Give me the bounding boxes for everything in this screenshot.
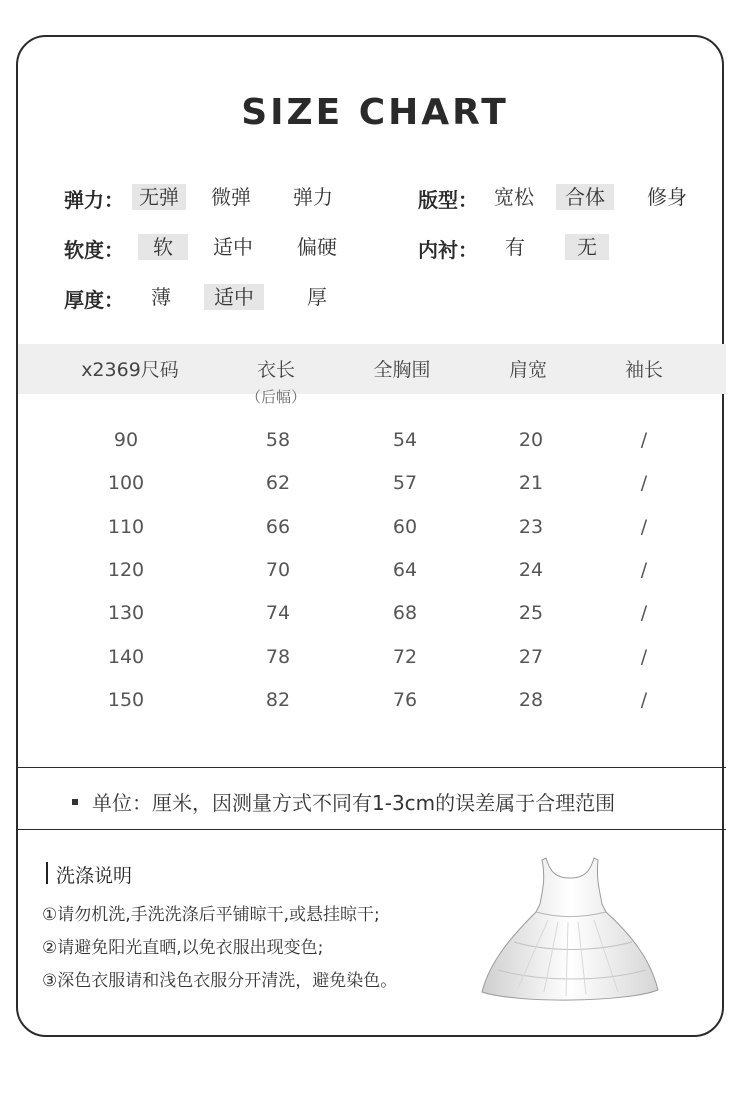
cell-size: 150 [107,689,145,711]
elasticity-option-none: 无弹 [132,184,186,210]
thickness-label: 厚度： [64,288,124,312]
lining-option-no: 无 [565,234,609,260]
thickness-option-medium: 适中 [204,284,264,310]
col-header-shoulder: 肩宽 [508,359,547,381]
cell-length: 66 [265,516,291,538]
cell-length: 78 [265,646,291,668]
cell-sleeve: / [640,646,648,668]
col-header-length-note: （后幅） [245,388,306,406]
fit-label: 版型： [418,188,478,212]
cell-length: 58 [265,429,291,451]
cell-size: 90 [113,429,139,451]
thickness-option-thin: 薄 [151,285,171,309]
cell-shoulder: 28 [518,689,544,711]
cell-shoulder: 23 [518,516,544,538]
cell-chest: 64 [392,559,418,581]
softness-option-hard: 偏硬 [297,235,337,259]
thickness-option-thick: 厚 [307,285,327,309]
col-header-chest: 全胸围 [373,359,431,381]
unit-note [72,787,615,816]
cell-chest: 60 [392,516,418,538]
cell-length: 82 [265,689,291,711]
washing-title: 洗涤说明 [56,865,133,887]
elasticity-label: 弹力： [64,188,124,212]
cell-sleeve: / [640,602,648,624]
elasticity-option-slight: 微弹 [211,185,251,209]
softness-option-medium: 适中 [213,235,253,259]
cell-size: 140 [107,646,145,668]
col-header-length: 衣长 [256,359,295,381]
cell-size: 130 [107,602,145,624]
divider-bottom [18,829,726,830]
softness-label: 软度： [64,238,124,262]
lining-label: 内衬： [418,238,478,262]
cell-shoulder: 20 [518,429,544,451]
elasticity-option-elastic: 弹力 [293,185,333,209]
col-header-size: x2369尺码 [81,359,179,381]
bullet-icon [72,799,78,805]
fit-option-slim: 修身 [647,185,687,209]
cell-sleeve: / [640,559,648,581]
dress-image [478,852,660,1007]
cell-chest: 72 [392,646,418,668]
unit-note-text: 单位：厘米，因测量方式不同有1-3cm的误差属于合理范围 [92,791,616,815]
washing-item: ③深色衣服请和浅色衣服分开清洗，避免染色。 [42,971,398,991]
cell-shoulder: 27 [518,646,544,668]
cell-size: 110 [107,516,145,538]
cell-length: 74 [265,602,291,624]
cell-sleeve: / [640,472,648,494]
cell-length: 70 [265,559,291,581]
cell-length: 62 [265,472,291,494]
cell-sleeve: / [640,429,648,451]
washing-item: ②请避免阳光直晒,以免衣服出现变色; [42,938,324,958]
page-title: SIZE CHART [241,92,509,133]
cell-size: 120 [107,559,145,581]
col-header-sleeve: 袖长 [624,359,663,381]
softness-option-soft: 软 [138,234,188,260]
cell-size: 100 [107,472,145,494]
lining-option-yes: 有 [505,235,525,259]
fit-option-regular: 合体 [556,184,614,210]
section-marker [46,862,48,884]
cell-chest: 68 [392,602,418,624]
cell-chest: 54 [392,429,418,451]
cell-shoulder: 21 [518,472,544,494]
cell-shoulder: 24 [518,559,544,581]
cell-sleeve: / [640,516,648,538]
cell-chest: 76 [392,689,418,711]
washing-item: ①请勿机洗,手洗洗涤后平铺晾干,或悬挂晾干; [42,905,380,925]
cell-chest: 57 [392,472,418,494]
cell-shoulder: 25 [518,602,544,624]
fit-option-loose: 宽松 [494,185,534,209]
divider-top [18,767,726,768]
cell-sleeve: / [640,689,648,711]
